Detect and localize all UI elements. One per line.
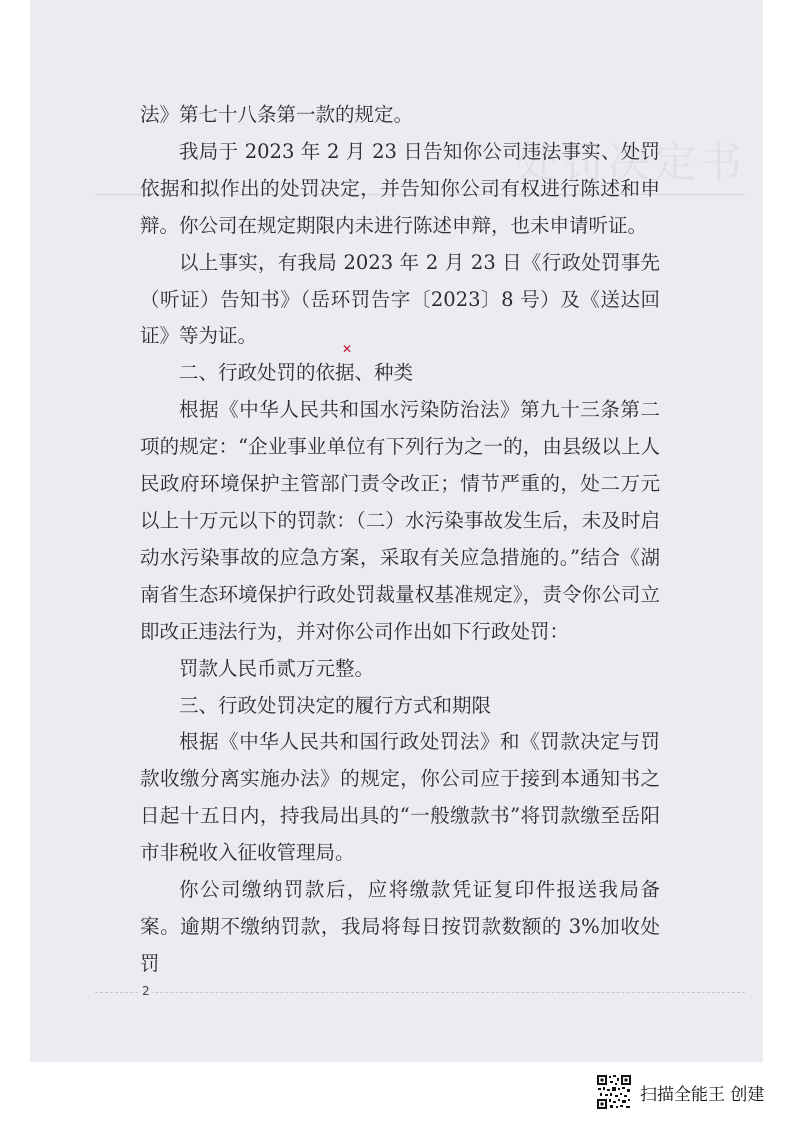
paragraph-continuation: 法》第七十八条第一款的规定。 bbox=[140, 103, 414, 126]
scanner-watermark bbox=[596, 1074, 764, 1110]
paragraph-late-payment: 你公司缴纳罚款后，应将缴款凭证复印件报送我局备案。逾期不缴纳罚款，我局将每日按罚款数额的 3%加收处罚 bbox=[140, 878, 660, 975]
paragraph-legal-basis: 根据《中华人民共和国水污染防治法》第九十三条第二项的规定：“企业事业单位有下列行为之一的，由县级以上人民政府环境保护主管部门责令改正；情节严重的，处二万元以上十万元以下的罚款：（二）水污染事故发生后，未及时启动水污染事故的应急方案，采取有关应急措施的。”结合《湖南省生态环境保护行政处罚裁量权基准规定》，责令你公司立即改正违法行为，并对你公司作出如下行政处罚： bbox=[140, 398, 660, 643]
page-number: 2 bbox=[142, 984, 150, 998]
document-body bbox=[140, 97, 660, 983]
footer-rule bbox=[95, 992, 745, 993]
paragraph-evidence: 以上事实，有我局 2023 年 2 月 23 日《行政处罚事先（听证）告知书》（岳环罚告字〔2023〕8 号）及《送达回证》等为证。 bbox=[140, 250, 660, 348]
paragraph-penalty-amount: 罚款人民币贰万元整。 bbox=[179, 656, 375, 680]
bleed-through-title: 处罚决定书 bbox=[516, 138, 747, 187]
paragraph-notification: 我局于 2023 年 2 月 23 日告知你公司违法事实、处罚依据和拟作出的处罚决定，并告知你公司有权进行陈述和申辩。你公司在规定期限内未进行陈述申辩，也未申请听证。 bbox=[140, 139, 660, 237]
red-ink-mark: ✕ bbox=[342, 342, 353, 356]
scanner-brand-label: 扫描全能王 创建 bbox=[640, 1084, 765, 1105]
section-heading-basis: 二、行政处罚的依据、种类 bbox=[179, 361, 414, 385]
paragraph-payment-method: 根据《中华人民共和国行政处罚法》和《罚款决定与罚款收缴分离实施办法》的规定，你公司应于接到本通知书之日起十五日内，持我局出具的“一般缴款书”将罚款缴至岳阳市非税收入征收管理局。 bbox=[140, 730, 660, 865]
qr-code-icon bbox=[596, 1074, 632, 1110]
section-heading-payment: 三、行政处罚决定的履行方式和期限 bbox=[179, 693, 492, 717]
